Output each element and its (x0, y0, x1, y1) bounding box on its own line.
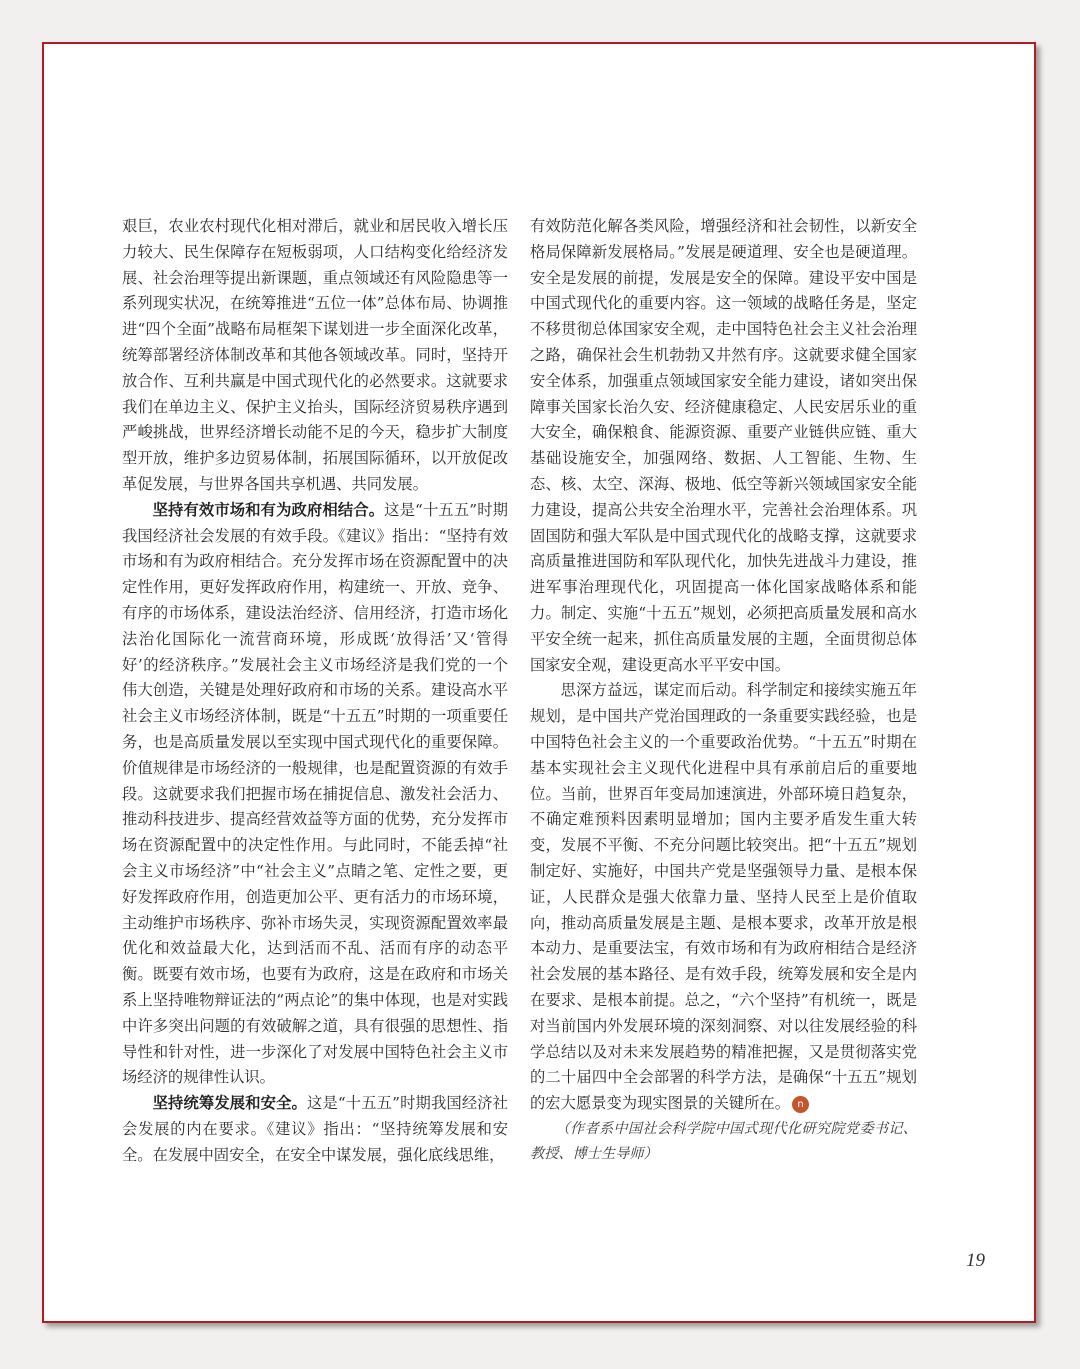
paragraph-market-government-body: 这是“十五五”时期我国经济社会发展的有效手段。《建议》指出：“坚持有效市场和有为政府相结合。充分发挥市场在资源配置中的决定性作用，更好发挥政府作用，构建统一、开放、竞争、有序的市场体系，建设法治经济、信用经济，打造市场化法治化国际化一流营商环境，形成既‘放得活’又‘管得好’的经济秩序。”发展社会主义市场经济是我们党的一个伟大创造，关键是处理好政府和市场的关系。建设高水平社会主义市场经济体制，既是“十五五”时期的一项重要任务，也是高质量发展以至实现中国式现代化的重要保障。价值规律是市场经济的一般规律，也是配置资源的有效手段。这就要求我们把握市场在捕捉信息、激发社会活力、推动科技进步、提高经营效益等方面的优势，充分发挥市场在资源配置中的决定性作用。与此同时，不能丢掉“社会主义市场经济”中“社会主义”点睛之笔、定性之要，更好发挥政府作用，创造更加公平、更有活力的市场环境，主动维护市场秩序、弥补市场失灵，实现资源配置效率最优化和效益最大化，达到活而不乱、活而有序的动态平衡。既要有效市场，也要有为政府，这是在政府和市场关系上坚持唯物辩证法的“两点论”的集中体现，也是对实践中许多突出问题的有效破解之道，具有很强的思想性、指导性和针对性，进一步深化了对发展中国特色社会主义市场经济的规律性认识。 (122, 500, 508, 1087)
left-column (122, 214, 508, 1168)
paragraph-security-continuation: 有效防范化解各类风险，增强经济和社会韧性，以新安全格局保障新发展格局。”发展是硬道理、安全也是硬道理。安全是发展的前提，发展是安全的保障。建设平安中国是中国式现代化的重要内容。这一领域的战略任务是，坚定不移贯彻总体国家安全观，走中国特色社会主义社会治理之路，确保社会生机勃勃又井然有序。这就要求健全国家安全体系，加强重点领域国家安全能力建设，诸如突出保障事关国家长治久安、经济健康稳定、人民安居乐业的重大安全，确保粮食、能源资源、重要产业链供应链、重大基础设施安全，加强网络、数据、人工智能、生物、生态、核、太空、深海、极地、低空等新兴领域国家安全能力建设，提高公共安全治理水平，完善社会治理体系。巩固国防和强大军队是中国式现代化的战略支撑，这就要求高质量推进国防和军队现代化，加快先进战斗力建设，推进军事治理现代化，巩固提高一体化国家战略体系和能力。制定、实施“十五五”规划，必须把高质量发展和高水平安全统一起来，抓住高质量发展的主题，全面贯彻总体国家安全观，建设更高水平平安中国。 (530, 217, 917, 674)
section-heading-market-government: 坚持有效市场和有为政府相结合。 (152, 500, 385, 519)
section-heading-development-security: 坚持统筹发展和安全。 (152, 1094, 307, 1113)
paragraph-market-government (122, 498, 508, 1091)
article-end-icon: n (792, 1096, 809, 1113)
right-column (530, 214, 917, 1167)
paragraph-opening-continuation: 艰巨，农业农村现代化相对滞后，就业和居民收入增长压力较大、民生保障存在短板弱项，人口结构变化给经济发展、社会治理等提出新课题，重点领域还有风险隐患等一系列现实状况，在统筹推进“五位一体”总体布局、协调推进“四个全面”战略布局框架下谋划进一步全面深化改革，统筹部署经济体制改革和其他各领域改革。同时，坚持开放合作、互利共赢是中国式现代化的必然要求。这就要求我们在单边主义、保护主义抬头，国际经济贸易秩序遇到严峻挑战，世界经济增长动能不足的今天，稳步扩大制度型开放，维护多边贸易体制，拓展国际循环，以开放促改革促发展，与世界各国共享机遇、共同发展。 (122, 217, 508, 493)
magazine-page (42, 42, 1036, 1323)
paragraph-development-security-body: 这是“十五五”时期我国经济社会发展的内在要求。《建议》指出：“坚持统筹发展和安全。在发展中固安全，在安全中谋发展，强化底线思维， (122, 1094, 508, 1164)
author-note: （作者系中国社会科学院中国式现代化研究院党委书记、教授、博士生导师） (530, 1120, 917, 1162)
page-number: 19 (966, 1250, 985, 1271)
paragraph-conclusion (530, 678, 917, 1117)
paragraph-development-security (122, 1091, 508, 1168)
paragraph-conclusion-body: 思深方益远，谋定而后动。科学制定和接续实施五年规划，是中国共产党治国理政的一条重要实践经验，也是中国特色社会主义的一个重要政治优势。“十五五”时期在基本实现社会主义现代化进程中具有承前启后的重要地位。当前，世界百年变局加速演进，外部环境日趋复杂，不确定难预料因素明显增加；国内主要矛盾发生重大转变，发展不平衡、不充分问题比较突出。把“十五五”规划制定好、实施好，中国共产党是坚强领导力量、是根本保证，人民群众是强大依靠力量、坚持人民至上是价值取向，推动高质量发展是主题、是根本要求，改革开放是根本动力、是重要法宝，有效市场和有为政府相结合是经济社会发展的基本路径、是有效手段，统筹发展和安全是内在要求、是根本前提。总之，“六个坚持”有机统一，既是对当前国内外发展环境的深刻洞察、对以往发展经验的科学总结以及对未来发展趋势的精准把握，又是贯彻落实党的二十届四中全会部署的科学方法，是确保“十五五”规划的宏大愿景变为现实图景的关键所在。 (530, 681, 917, 1113)
